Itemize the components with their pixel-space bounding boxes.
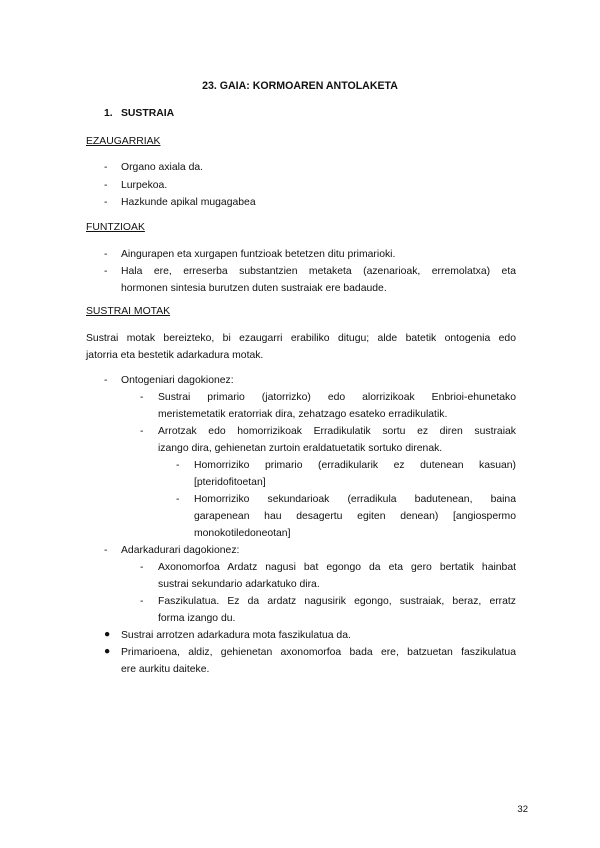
dash-bullet: - (104, 197, 108, 208)
dash-bullet: - (104, 545, 108, 556)
page-title: 23. GAIA: KORMOAREN ANTOLAKETA (202, 80, 398, 92)
paragraph-line: jatorria eta bestetik adarkadura motak. (86, 350, 264, 361)
list-item: Aingurapen eta xurgapen funtzioak betetzen ditu primarioki. (121, 249, 396, 260)
list-item-continuation: meristemetatik eratorriak dira, zehatzago esateko erradikulatik. (158, 409, 448, 420)
list-item: Organo axiala da. (121, 162, 204, 173)
list-item-continuation: forma izango du. (158, 613, 236, 624)
dash-bullet: - (104, 375, 108, 386)
dash-bullet: - (104, 162, 108, 173)
dash-bullet: - (140, 426, 144, 437)
list-item-continuation: garapenean hau desagertu egiten denean) [angiospermo (194, 511, 516, 522)
dash-bullet: - (104, 249, 108, 260)
list-item: Sustrai arrotzen adarkadura mota faszikulatua da. (121, 630, 351, 641)
list-item-continuation: monokotiledoneotan] (194, 528, 291, 539)
dash-bullet: - (140, 562, 144, 573)
list-item: Homorriziko sekundarioak (erradikula badutenean, baina (194, 494, 516, 505)
list-item: Homorriziko primario (erradikularik ez dutenean kasuan) (194, 460, 516, 471)
list-item: Hala ere, erreserba substantzien metaketa (azenarioak, erremolatxa) eta (121, 266, 516, 277)
dash-bullet: - (176, 494, 180, 505)
list-item: Sustrai primario (jatorrizko) edo alorrizikoak Enbrioi-ehunetako (158, 392, 516, 403)
list-item: Hazkunde apikal mugagabea (121, 197, 256, 208)
dash-bullet: - (140, 596, 144, 607)
list-item: Axonomorfoa Ardatz nagusi bat egongo da eta gero bertatik hainbat (158, 562, 516, 573)
dash-bullet: - (140, 392, 144, 403)
sustrai-motak-heading: SUSTRAI MOTAK (86, 306, 171, 317)
page-number: 32 (517, 804, 528, 815)
list-item-continuation: hormonen sintesia burutzen duten sustraiak ere badaude. (121, 283, 387, 294)
section-heading: SUSTRAIA (121, 108, 175, 119)
dash-bullet: - (104, 180, 108, 191)
list-item: Arrotzak edo homorrizikoak Erradikulatik sortu ez diren sustraiak (158, 426, 516, 437)
list-item-continuation: [pteridofitoetan] (194, 477, 266, 488)
list-item: Primarioena, aldiz, gehienetan axonomorfoa bada ere, batzuetan faszikulatua (121, 647, 516, 658)
list-item: Ontogeniari dagokionez: (121, 375, 234, 386)
ezaugarriak-heading: EZAUGARRIAK (86, 136, 161, 147)
dash-bullet: - (104, 266, 108, 277)
section-number: 1. (104, 108, 113, 119)
list-item: Adarkadurari dagokionez: (121, 545, 240, 556)
dash-bullet: - (176, 460, 180, 471)
funtzioak-heading: FUNTZIOAK (86, 222, 145, 233)
list-item-continuation: izango dira, gehienetan zurtoin eraldatuetatik sortuko direnak. (158, 443, 443, 454)
round-bullet: ● (104, 646, 111, 657)
list-item-continuation: sustrai sekundario adarkatuko dira. (158, 579, 320, 590)
list-item: Lurpekoa. (121, 180, 168, 191)
paragraph-line: Sustrai motak bereizteko, bi ezaugarri erabiliko ditugu; alde batetik ontogenia edo (86, 333, 516, 344)
list-item-continuation: ere aurkitu daiteke. (121, 664, 210, 675)
round-bullet: ● (104, 629, 111, 640)
list-item: Faszikulatua. Ez da ardatz nagusirik egongo, sustraiak, beraz, erratz (158, 596, 516, 607)
